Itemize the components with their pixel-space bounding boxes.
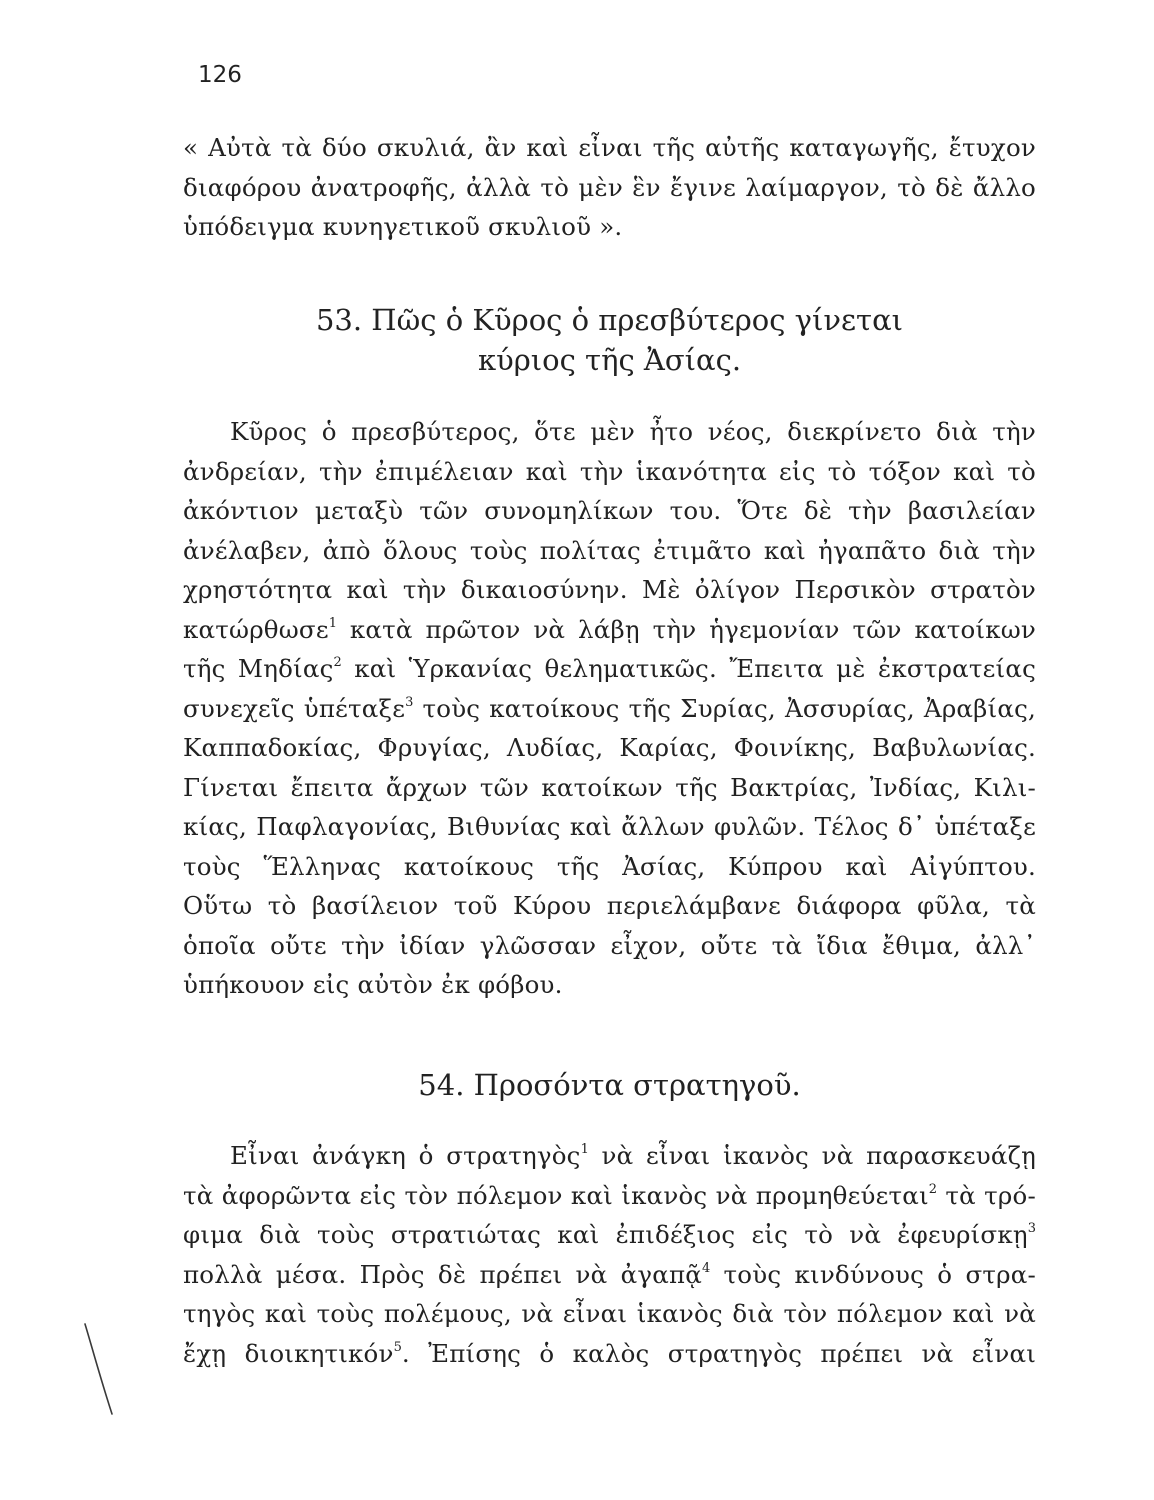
line-segment: κατὰ πρῶτον νὰ λάβῃ τὴν ἡγεμονίαν τῶν κατοίκων bbox=[349, 614, 1036, 644]
text-line: χρηστότητα καὶ τὴν δικαιοσύνην. Μὲ ὀλίγον Περσικὸν στρατὸν bbox=[183, 575, 1036, 604]
text-line: ἀνέλαβεν, ἀπὸ ὅλους τοὺς πολίτας ἐτιμᾶτο καὶ ἠγαπᾶτο διὰ τὴν bbox=[183, 535, 1036, 565]
text-line bbox=[183, 1215, 1036, 1255]
text-line: διαφόρου ἀνατροφῆς, ἀλλὰ τὸ μὲν ἓν ἔγινε λαίμαργον, τὸ δὲ ἄλλο bbox=[183, 172, 1036, 202]
line-segment: τοὺς κινδύνους ὁ στρα- bbox=[723, 1259, 1036, 1289]
text-line: Καππαδοκίας, Φρυγίας, Λυδίας, Καρίας, Φοινίκης, Βαβυλωνίας. bbox=[183, 733, 1036, 762]
line-segment: τὰ ἀφορῶντα εἰς τὸν πόλεμον καὶ ἱκανὸς νὰ προμηθεύεται bbox=[183, 1180, 929, 1210]
page-number: 126 bbox=[198, 62, 242, 88]
text-line: τηγὸς καὶ τοὺς πολέμους, νὰ εἶναι ἱκανὸς διὰ τὸν πόλεμον καὶ νὰ bbox=[183, 1299, 1036, 1328]
text-line bbox=[183, 1176, 1036, 1216]
section-54-title: 54. Προσόντα στρατηγοῦ. bbox=[418, 1068, 801, 1102]
footnote-marker: 1 bbox=[328, 615, 338, 631]
line-segment: φιμα διὰ τοὺς στρατιώτας καὶ ἐπιδέξιος εἰς τὸ νὰ ἐφευρίσκῃ bbox=[183, 1220, 1028, 1249]
text-line: ὑπόδειγμα κυνηγετικοῦ σκυλιοῦ ». bbox=[183, 212, 623, 241]
line-segment: Εἶναι ἀνάγκη ὁ στρατηγὸς bbox=[230, 1141, 581, 1170]
footnote-marker: 2 bbox=[928, 1181, 938, 1197]
text-line bbox=[183, 1255, 1036, 1295]
text-line: Γίνεται ἔπειτα ἄρχων τῶν κατοίκων τῆς Βακτρίας, Ἰνδίας, Κιλι- bbox=[183, 772, 1036, 802]
text-line: Κῦρος ὁ πρεσβύτερος, ὅτε μὲν ἦτο νέος, διεκρίνετο διὰ τὴν bbox=[230, 417, 1036, 446]
section-53-title-line-1: 53. Πῶς ὁ Κῦρος ὁ πρεσβύτερος γίνεται bbox=[315, 303, 904, 337]
text-line: Οὕτω τὸ βασίλειον τοῦ Κύρου περιελάμβανε διάφορα φῦλα, τὰ bbox=[183, 891, 1036, 920]
line-segment: κατώρθωσε bbox=[183, 614, 329, 644]
line-segment: συνεχεῖς ὑπέταξε bbox=[183, 693, 406, 723]
line-segment: ἔχῃ διοικητικόν bbox=[183, 1338, 394, 1368]
section-53-title-line-2: κύριος τῆς Ἀσίας. bbox=[477, 343, 742, 377]
text-line: ὑπήκουον εἰς αὐτὸν ἐκ φόβου. bbox=[183, 970, 563, 999]
section-54-body bbox=[183, 1136, 1036, 1373]
section-54-heading bbox=[183, 1065, 1036, 1105]
text-line: « Αὐτὰ τὰ δύο σκυλιά, ἂν καὶ εἶναι τῆς αὐτῆς καταγωγῆς, ἔτυχον bbox=[183, 133, 1036, 162]
line-segment: τοὺς κατοίκους τῆς Συρίας, Ἀσσυρίας, Ἀραβίας, bbox=[422, 693, 1036, 723]
text-line bbox=[183, 610, 1036, 650]
footnote-marker: 5 bbox=[393, 1339, 402, 1355]
footnote-marker: 1 bbox=[580, 1142, 589, 1157]
text-line bbox=[183, 649, 1036, 689]
paragraph-dogs bbox=[183, 128, 1036, 247]
footnote-marker: 3 bbox=[405, 694, 414, 710]
footnote-marker: 3 bbox=[1027, 1221, 1036, 1236]
text-line bbox=[183, 1334, 1036, 1374]
section-53-body bbox=[183, 412, 1036, 1005]
line-segment: καὶ Ὑρκανίας θεληματικῶς. Ἔπειτα μὲ ἐκστρατείας bbox=[354, 654, 1036, 683]
text-line: ἀνδρείαν, τὴν ἐπιμέλειαν καὶ τὴν ἱκανότητα εἰς τὸ τόξον καὶ τὸ bbox=[183, 456, 1036, 486]
line-segment: τὰ τρό- bbox=[945, 1180, 1036, 1210]
text-line: τοὺς Ἕλληνας κατοίκους τῆς Ἀσίας, Κύπρου καὶ Αἰγύπτου. bbox=[183, 851, 1036, 881]
line-segment: . Ἐπίσης ὁ καλὸς στρατηγὸς πρέπει νὰ εἶναι bbox=[401, 1338, 1037, 1368]
line-segment: πολλὰ μέσα. Πρὸς δὲ πρέπει νὰ ἀγαπᾷ bbox=[183, 1259, 702, 1289]
text-line: ἀκόντιον μεταξὺ τῶν συνομηλίκων του. Ὅτε δὲ τὴν βασιλείαν bbox=[183, 496, 1036, 525]
line-segment: τῆς Μηδίας bbox=[183, 654, 334, 683]
section-53-heading bbox=[183, 300, 1036, 380]
line-segment: νὰ εἶναι ἱκανὸς νὰ παρασκευάζῃ bbox=[601, 1141, 1036, 1170]
footnote-marker: 4 bbox=[702, 1260, 711, 1276]
text-line: κίας, Παφλαγονίας, Βιθυνίας καὶ ἄλλων φυλῶν. Τέλος δ᾽ ὑπέταξε bbox=[183, 812, 1036, 841]
text-line bbox=[183, 689, 1036, 729]
text-line: ὁποῖα οὔτε τὴν ἰδίαν γλῶσσαν εἶχον, οὔτε τὰ ἴδια ἔθιμα, ἀλλ᾽ bbox=[183, 930, 1036, 960]
pencil-mark bbox=[82, 1322, 122, 1422]
footnote-marker: 2 bbox=[333, 655, 342, 670]
text-line bbox=[183, 1136, 1036, 1176]
